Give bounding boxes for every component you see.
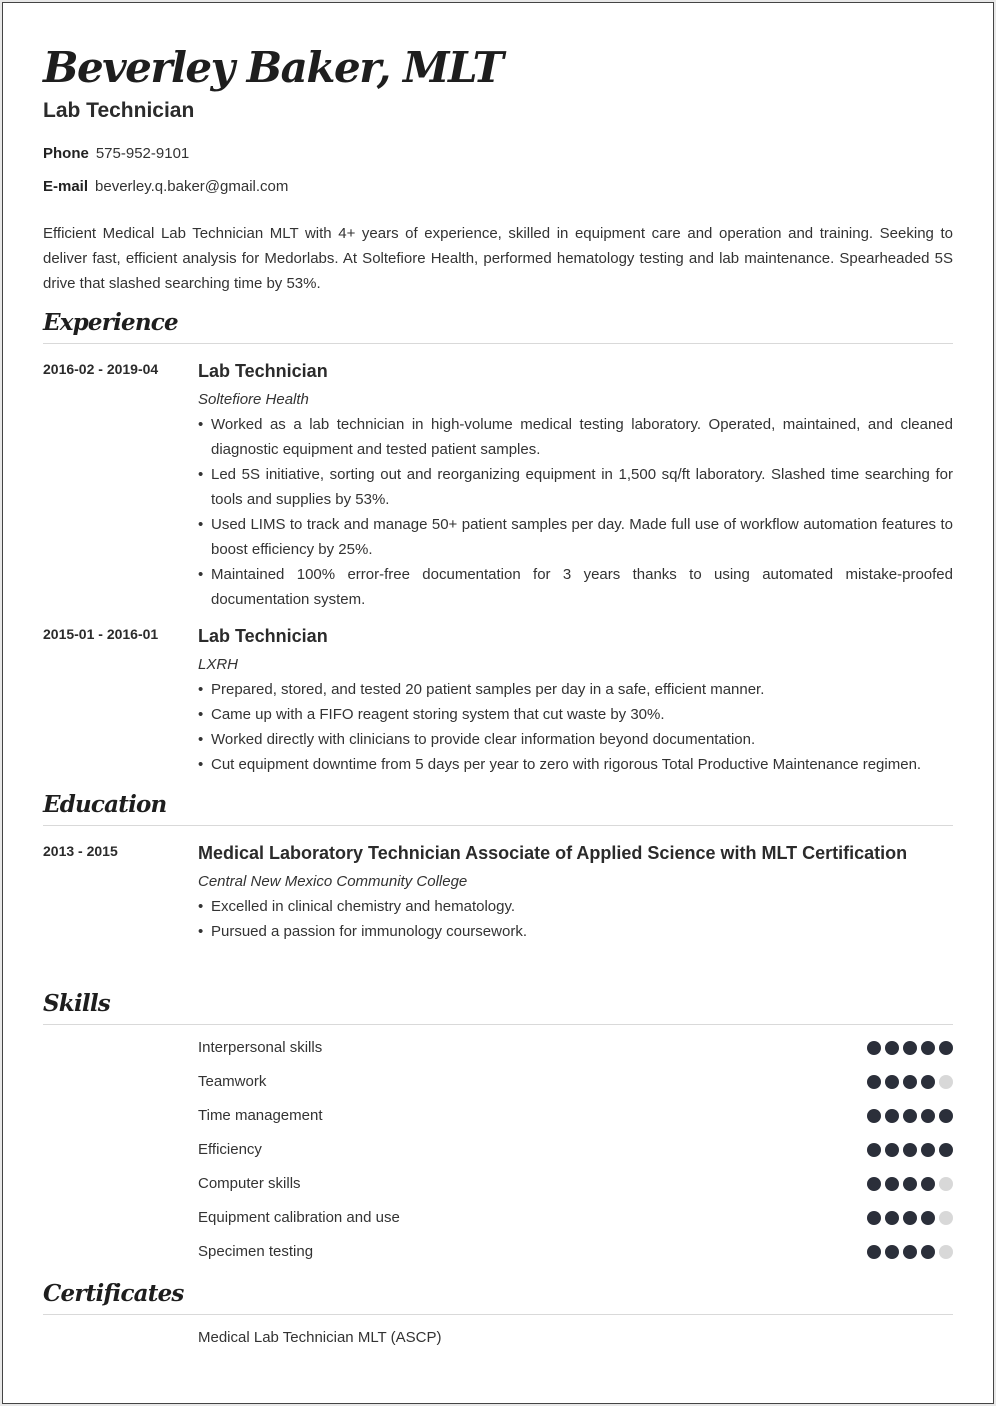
skill-name: Equipment calibration and use <box>198 1209 400 1226</box>
rating-dot-empty <box>939 1245 953 1259</box>
rating-dot-filled <box>921 1041 935 1055</box>
education-school: Central New Mexico Community College <box>198 873 468 890</box>
rating-dot-filled <box>885 1109 899 1123</box>
skill-name: Teamwork <box>198 1073 267 1090</box>
rating-dot-filled <box>885 1075 899 1089</box>
skill-row <box>198 1209 953 1229</box>
education-dates: 2013 - 2015 <box>43 843 118 859</box>
resume-page <box>2 2 994 1404</box>
rating-dot-filled <box>903 1143 917 1157</box>
email-label: E-mail <box>43 178 89 195</box>
rating-dot-filled <box>921 1143 935 1157</box>
rating-dot-filled <box>903 1109 917 1123</box>
education-bullets <box>198 894 953 944</box>
rating-dot-filled <box>867 1245 881 1259</box>
skill-name: Efficiency <box>198 1141 262 1158</box>
skill-rating <box>867 1177 953 1191</box>
rating-dot-filled <box>921 1075 935 1089</box>
rating-dot-filled <box>903 1041 917 1055</box>
rating-dot-filled <box>867 1109 881 1123</box>
skill-name: Computer skills <box>198 1175 301 1192</box>
job-dates: 2015-01 - 2016-01 <box>43 626 159 642</box>
rating-dot-filled <box>939 1143 953 1157</box>
skill-name: Specimen testing <box>198 1243 314 1260</box>
rating-dot-filled <box>867 1211 881 1225</box>
job-bullet: • Worked directly with clinicians to provide clear information beyond documentation. <box>198 727 953 752</box>
rating-dot-empty <box>939 1177 953 1191</box>
rating-dot-filled <box>867 1041 881 1055</box>
rating-dot-filled <box>885 1143 899 1157</box>
phone-row <box>43 145 189 162</box>
rating-dot-empty <box>939 1211 953 1225</box>
rating-dot-filled <box>885 1211 899 1225</box>
candidate-name: Beverley Baker, MLT <box>43 43 503 92</box>
rating-dot-filled <box>885 1245 899 1259</box>
certificates-divider <box>43 1314 953 1315</box>
job-bullet: • Prepared, stored, and tested 20 patient samples per day in a safe, efficient manner. <box>198 677 953 702</box>
rating-dot-filled <box>921 1245 935 1259</box>
job-bullet: • Led 5S initiative, sorting out and reorganizing equipment in 1,500 sq/ft laboratory. Slashed time searching for tools and supplies by 53%. <box>198 462 953 512</box>
email-row <box>43 178 288 195</box>
rating-dot-filled <box>903 1245 917 1259</box>
education-heading: Education <box>43 791 167 818</box>
rating-dot-filled <box>867 1143 881 1157</box>
rating-dot-filled <box>921 1211 935 1225</box>
job-bullet: • Came up with a FIFO reagent storing system that cut waste by 30%. <box>198 702 953 727</box>
job-bullet: • Maintained 100% error-free documentation for 3 years thanks to using automated mistake-proofed documentation system. <box>198 562 953 612</box>
skill-rating <box>867 1041 953 1055</box>
job-organization: LXRH <box>198 656 239 673</box>
skills-heading: Skills <box>43 990 110 1017</box>
skill-rating <box>867 1245 953 1259</box>
job-role: Lab Technician <box>198 626 328 646</box>
job-organization: Soltefiore Health <box>198 391 309 408</box>
skill-row <box>198 1107 953 1127</box>
skill-row <box>198 1243 953 1263</box>
rating-dot-filled <box>921 1109 935 1123</box>
rating-dot-filled <box>867 1075 881 1089</box>
summary: Efficient Medical Lab Technician MLT with 4+ years of experience, skilled in equipment care and operation and training. Seeking to deliver fast, efficient analysis for Medorlabs. At Soltefiore Health, performed hematology testing and lab maintenance. Spearheaded 5S drive that slashed searching time by 53%. <box>43 225 953 292</box>
rating-dot-filled <box>939 1041 953 1055</box>
rating-dot-filled <box>867 1177 881 1191</box>
skill-rating <box>867 1109 953 1123</box>
skill-rating <box>867 1211 953 1225</box>
skill-row <box>198 1073 953 1093</box>
skill-name: Time management <box>198 1107 323 1124</box>
phone-label: Phone <box>43 145 89 162</box>
skill-row <box>198 1039 953 1059</box>
job-bullets <box>198 412 953 612</box>
candidate-title: Lab Technician <box>43 99 195 122</box>
rating-dot-filled <box>903 1075 917 1089</box>
job-dates: 2016-02 - 2019-04 <box>43 361 159 377</box>
skill-row <box>198 1175 953 1195</box>
email-value[interactable]: beverley.q.baker@gmail.com <box>95 178 289 195</box>
job-bullets <box>198 677 953 777</box>
rating-dot-filled <box>903 1177 917 1191</box>
education-bullet: • Pursued a passion for immunology coursework. <box>198 919 953 944</box>
skill-name: Interpersonal skills <box>198 1039 323 1056</box>
job-bullet: • Worked as a lab technician in high-volume medical testing laboratory. Operated, maintained, and cleaned diagnostic equipment and tested patient samples. <box>198 412 953 462</box>
skill-row <box>198 1141 953 1161</box>
education-degree: Medical Laboratory Technician Associate of Applied Science with MLT Certification <box>198 843 908 863</box>
experience-divider <box>43 343 953 344</box>
job-bullet: • Used LIMS to track and manage 50+ patient samples per day. Made full use of workflow automation features to boost efficiency by 25%. <box>198 512 953 562</box>
rating-dot-filled <box>885 1177 899 1191</box>
education-divider <box>43 825 953 826</box>
rating-dot-empty <box>939 1075 953 1089</box>
education-bullet: • Excelled in clinical chemistry and hematology. <box>198 894 953 919</box>
job-bullet: • Cut equipment downtime from 5 days per year to zero with rigorous Total Productive Maintenance regimen. <box>198 752 953 777</box>
experience-heading: Experience <box>43 309 178 336</box>
skills-divider <box>43 1024 953 1025</box>
skill-rating <box>867 1143 953 1157</box>
phone-value: 575-952-9101 <box>95 145 190 162</box>
rating-dot-filled <box>903 1211 917 1225</box>
rating-dot-filled <box>885 1041 899 1055</box>
rating-dot-filled <box>939 1109 953 1123</box>
rating-dot-filled <box>921 1177 935 1191</box>
certificates-heading: Certificates <box>43 1280 184 1307</box>
certificate-item: Medical Lab Technician MLT (ASCP) <box>198 1329 442 1346</box>
job-role: Lab Technician <box>198 361 328 381</box>
skill-rating <box>867 1075 953 1089</box>
